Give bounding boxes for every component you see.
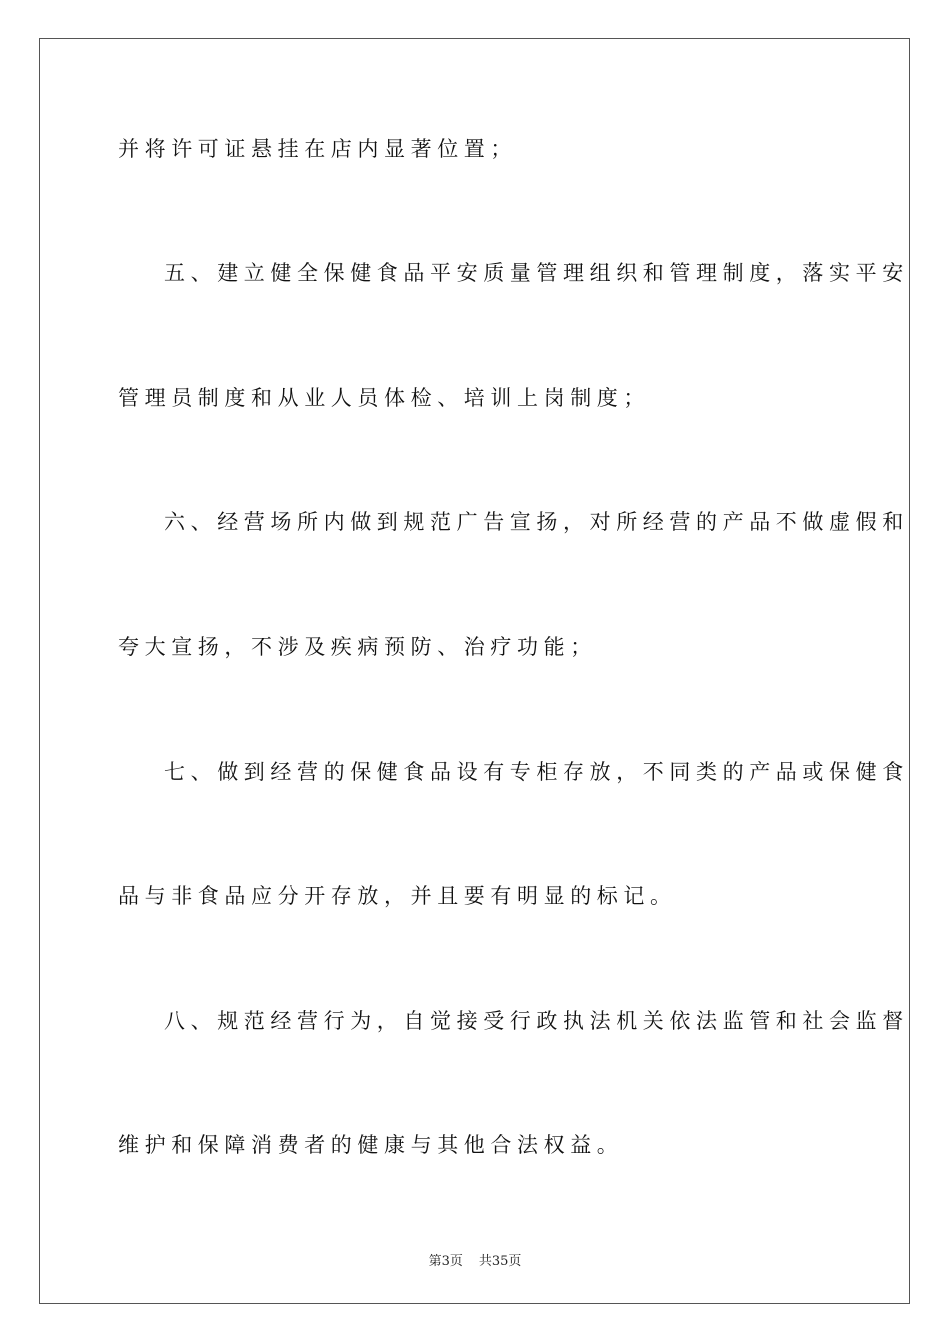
page-footer — [0, 1250, 950, 1269]
body-line: 管理员制度和从业人员体检、培训上岗制度； — [118, 386, 650, 410]
page-total: 共35页 — [478, 1254, 522, 1269]
paragraph-seven-start: 七、做到经营的保健食品设有专柜存放，不同类的产品或保健食 — [164, 760, 909, 784]
page-border — [39, 38, 910, 1304]
paragraph-five-start: 五、建立健全保健食品平安质量管理组织和管理制度，落实平安 — [164, 261, 909, 285]
body-line: 维护和保障消费者的健康与其他合法权益。 — [118, 1133, 624, 1157]
body-line: 并将许可证悬挂在店内显著位置； — [118, 137, 517, 161]
body-line: 夸大宣扬，不涉及疾病预防、治疗功能； — [118, 635, 597, 659]
paragraph-six-start: 六、经营场所内做到规范广告宣扬，对所经营的产品不做虚假和 — [164, 510, 909, 534]
body-line: 品与非食品应分开存放，并且要有明显的标记。 — [118, 884, 677, 908]
page-number: 第3页 — [428, 1254, 463, 1269]
paragraph-eight-start: 八、规范经营行为，自觉接受行政执法机关依法监管和社会监督 — [164, 1009, 909, 1033]
